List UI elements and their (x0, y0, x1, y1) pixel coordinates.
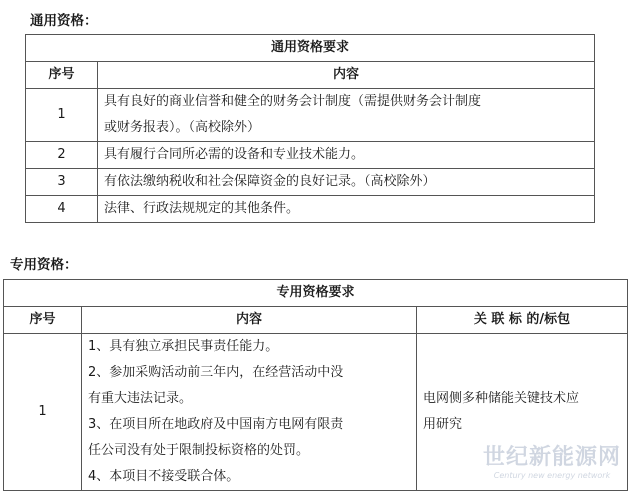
header-content: 内容 (98, 62, 595, 89)
related-line: 电网侧多种储能关键技术应 (423, 391, 580, 406)
row-content: 具有履行合同所必需的设备和专业技术能力。 (98, 142, 595, 169)
table-row (26, 89, 595, 142)
content-line: 4、本项目不接受联合体。 (88, 469, 240, 484)
row-serial: 1 (26, 89, 98, 142)
content-line: 具有良好的商业信誉和健全的财务会计制度（需提供财务会计制度 (104, 94, 482, 109)
content-line: 1、具有独立承担民事责任能力。 (88, 339, 279, 354)
header-serial: 序号 (4, 307, 82, 334)
general-section-title: 通用资格： (30, 13, 98, 29)
table-row (26, 169, 595, 196)
header-related-package: 关 联 标 的/标包 (417, 307, 628, 334)
table-row (26, 196, 595, 223)
related-line: 用研究 (423, 417, 463, 432)
header-serial: 序号 (26, 62, 98, 89)
row-content (98, 89, 595, 142)
content-line: 任公司没有处于限制投标资格的处罚。 (88, 443, 310, 458)
special-section-title: 专用资格： (10, 257, 78, 273)
content-line: 3、在项目所在地政府及中国南方电网有限责 (88, 417, 344, 432)
table-row (26, 142, 595, 169)
row-content: 有依法缴纳税收和社会保障资金的良好记录。（高校除外） (98, 169, 595, 196)
watermark-title: 世纪新能源网 (482, 445, 621, 470)
row-serial: 3 (26, 169, 98, 196)
row-content: 法律、行政法规规定的其他条件。 (98, 196, 595, 223)
row-serial: 1 (4, 334, 82, 491)
content-line: 2、参加采购活动前三年内，在经营活动中没 (88, 365, 344, 380)
content-line: 或财务报表）。（高校除外） (104, 120, 261, 135)
general-requirements-table (25, 34, 595, 223)
watermark-subtitle: Century new energy network (493, 471, 611, 480)
row-serial: 2 (26, 142, 98, 169)
special-table-caption: 专用资格要求 (4, 280, 628, 307)
row-content (82, 334, 417, 491)
content-line: 有重大违法记录。 (88, 391, 193, 406)
row-serial: 4 (26, 196, 98, 223)
header-content: 内容 (82, 307, 417, 334)
general-table-caption: 通用资格要求 (26, 35, 595, 62)
site-watermark (483, 440, 621, 480)
